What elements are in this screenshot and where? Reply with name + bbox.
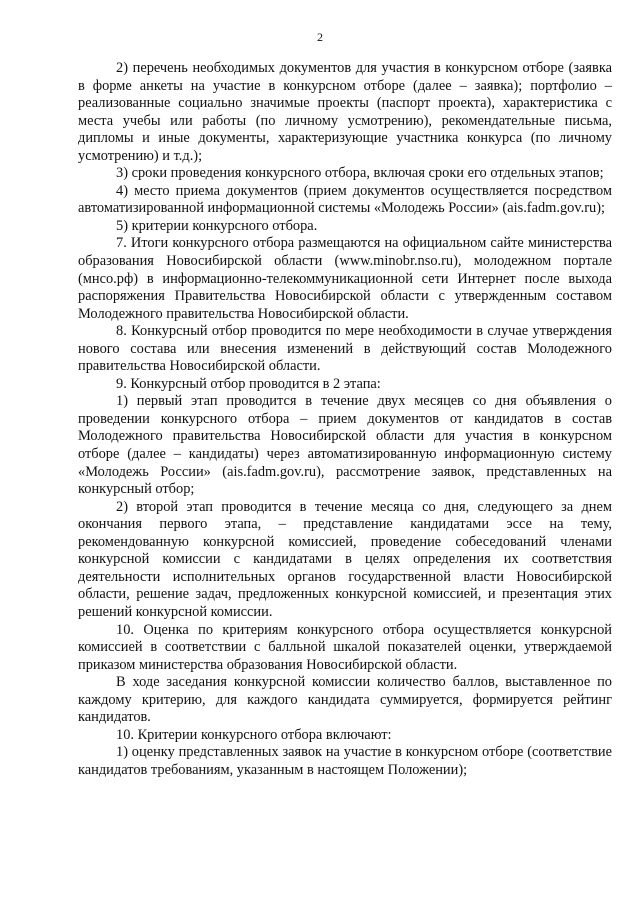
page-number: 2 bbox=[317, 30, 323, 44]
paragraph-document-intake-place: 4) место приема документов (прием документов осуществляется посредством автоматизированной информационной системы «Молодежь России» (ais.fadm.gov.ru); bbox=[78, 182, 612, 217]
paragraph-documents-list: 2) перечень необходимых документов для участия в конкурсном отборе (заявка в форме анкеты на участие в конкурсном отборе (далее – заявка); портфолио – реализованные социально значимые проекты (паспорт проекта), характеристика с места учебы или работы (по личному усмотрению), рекомендательные письма, дипломы и иные документы, характеризующие участника конкурса (по личному усмотрению) и т.д.); bbox=[78, 60, 612, 164]
paragraph-results-publication: 7. Итоги конкурсного отбора размещаются на официальном сайте министерства образования Новосибирской области (www.minobr.nso.ru), молодежном портале (мнсо.рф) в информационно-телекоммуникационной сети Интернет после выхода распоряжения Правительства Новосибирской области с утвержденным составом Молодежного правительства Новосибирской области. bbox=[78, 235, 612, 322]
document-body bbox=[78, 60, 612, 779]
paragraph-selection-stages: 9. Конкурсный отбор проводится в 2 этапа: bbox=[116, 375, 381, 392]
paragraph-selection-frequency: 8. Конкурсный отбор проводится по мере необходимости в случае утверждения нового состава или внесения изменений в действующий состав Молодежного правительства Новосибирской области. bbox=[78, 323, 612, 375]
paragraph-selection-deadlines: 3) сроки проведения конкурсного отбора, включая сроки его отдельных этапов; bbox=[116, 165, 604, 182]
paragraph-criteria-include: 10. Критерии конкурсного отбора включают: bbox=[116, 726, 392, 743]
paragraph-first-stage: 1) первый этап проводится в течение двух месяцев со дня объявления о проведении конкурсного отбора – прием документов от кандидатов в состав Молодежного правительства Новосибирской области для участия в конкурсном отборе (далее – кандидаты) через автоматизированную информационную систему «Молодежь России» (ais.fadm.gov.ru), рассмотрение заявок, представленных на конкурсный отбор; bbox=[78, 393, 612, 498]
paragraph-application-assessment: 1) оценку представленных заявок на участие в конкурсном отборе (соответствие кандидатов требованиям, указанным в настоящем Положении); bbox=[78, 744, 612, 778]
paragraph-selection-criteria: 5) критерии конкурсного отбора. bbox=[116, 217, 318, 234]
paragraph-criteria-evaluation: 10. Оценка по критериям конкурсного отбора осуществляется конкурсной комиссией в соответствии с балльной шкалой показателей оценки, утверждаемой приказом министерства образования Новосибирской области. bbox=[78, 621, 612, 673]
paragraph-second-stage: 2) второй этап проводится в течение месяца со дня, следующего за днем окончания первого этапа, – представление кандидатами эссе на тему, рекомендованную конкурсной комиссией, проведение собеседований членами конкурсной комиссии с кандидатами в целях определения их соответствия деятельности исполнительных органов государственной власти Новосибирской области, решение задач, предложенных конкурсной комиссией, и презентация этих решений конкурсной комиссии. bbox=[78, 498, 612, 620]
paragraph-scoring-rating: В ходе заседания конкурсной комиссии количество баллов, выставленное по каждому критерию, для каждого кандидата суммируется, формируется рейтинг кандидатов. bbox=[78, 674, 612, 726]
